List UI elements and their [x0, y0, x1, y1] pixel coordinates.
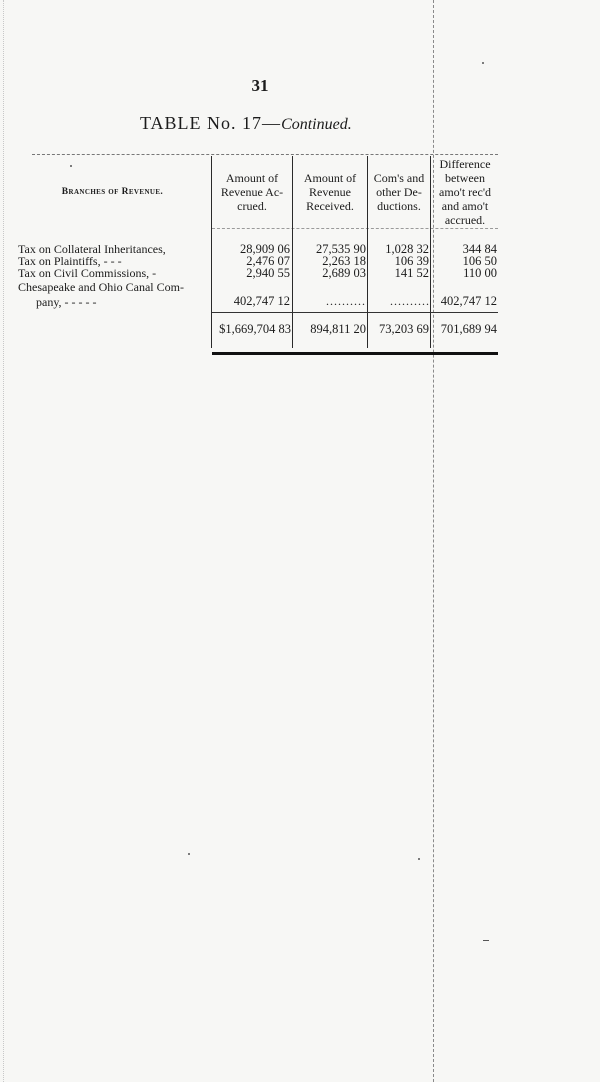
table-subtotal-rule: [212, 312, 498, 313]
cell-accrued: 28,909 06: [240, 242, 290, 256]
cell-difference: 110 00: [463, 266, 497, 280]
scan-speck: [188, 853, 190, 855]
total-difference: 701,689 94: [440, 322, 497, 336]
scan-speck: [483, 940, 489, 941]
scan-speck: [482, 62, 484, 64]
header-amount-received: Amount of Revenue Received.: [303, 171, 357, 213]
cell-received: 27,535 90: [316, 242, 366, 256]
header-branches-of-revenue: Branches of Revenue.: [61, 187, 164, 197]
scan-speck: [70, 165, 72, 167]
header-difference: Difference between amo't rec'd and amo't accrued.: [439, 157, 491, 227]
cell-received: 2,263 18: [322, 254, 366, 268]
table-top-rule: [32, 154, 498, 155]
cell-received-leader: ..........: [326, 295, 366, 307]
table-title-continued: Continued.: [281, 116, 352, 133]
table-bottom-rule: [212, 352, 498, 355]
cell-accrued: 2,940 55: [246, 266, 290, 280]
row-label-chesapeake-ohio-canal: Chesapeake and Ohio Canal Com-: [18, 280, 184, 294]
cell-deductions: 106 39: [394, 254, 429, 268]
cell-deductions: 141 52: [394, 266, 429, 280]
cell-difference: 106 50: [462, 254, 497, 268]
scan-speck: [418, 858, 420, 860]
header-deductions: Com's and other De- ductions.: [373, 171, 425, 213]
cell-deductions: 1,028 32: [385, 242, 429, 256]
cell-accrued: 402,747 12: [233, 294, 290, 308]
row-label-chesapeake-ohio-canal-cont: pany, - - - - -: [36, 295, 97, 309]
cell-difference: 402,747 12: [440, 294, 497, 308]
total-deductions: 73,203 69: [379, 322, 429, 336]
header-amount-accrued: Amount of Revenue Ac- crued.: [220, 171, 284, 213]
total-received: 894,811 20: [310, 322, 366, 336]
row-label-plaintiffs: Tax on Plaintiffs, - - -: [18, 254, 122, 268]
cell-received: 2,689 03: [322, 266, 366, 280]
page-edge-line: [3, 0, 4, 1082]
table-header-rule: [212, 228, 498, 229]
row-label-collateral-inheritances: Tax on Collateral Inheritances,: [18, 242, 166, 256]
row-label-civil-commissions: Tax on Civil Commissions, -: [18, 266, 157, 280]
table-title: [140, 113, 352, 134]
total-accrued: $1,669,704 83: [219, 322, 291, 336]
page-number: 31: [251, 76, 269, 95]
cell-accrued: 2,476 07: [246, 254, 290, 268]
table-title-main: TABLE No. 17—: [140, 113, 282, 133]
cell-difference: 344 84: [462, 242, 497, 256]
cell-deductions-leader: ..........: [390, 295, 430, 307]
